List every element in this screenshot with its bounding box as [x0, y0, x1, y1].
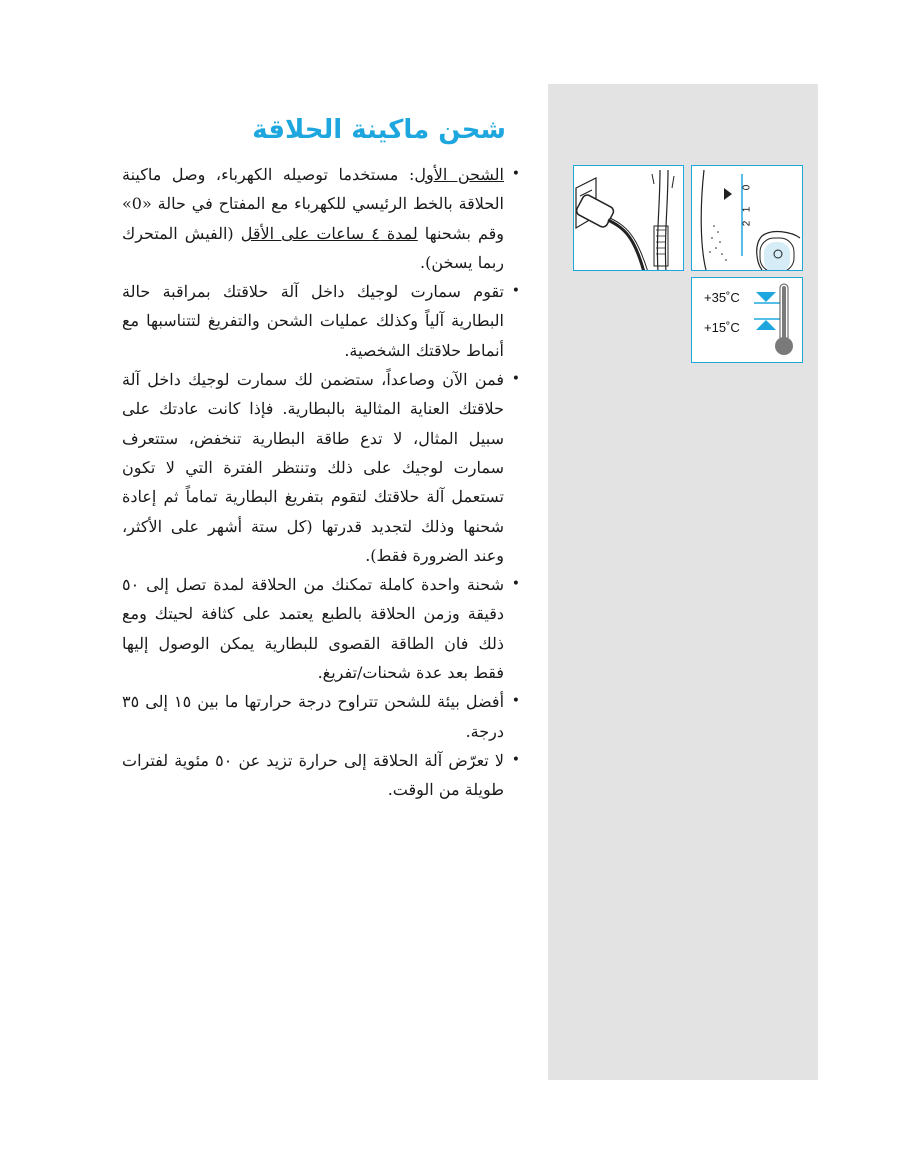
shaver-switch-illustration — [691, 165, 803, 271]
plug-icon — [574, 166, 684, 271]
list-item: • شحنة واحدة كاملة تمكنك من الحلاقة لمدة تصل إلى ٥٠ دقيقة وزمن الحلاقة بالطبع يعتمد على كثافة لحيتك ومع ذلك فان الطاقة القصوى للبطارية يمكن الوصول إليها فقط بعد عدة شحنات/تفريغ. — [122, 570, 520, 687]
switch-mark-0: 0 — [741, 184, 753, 191]
switch-mark-1: 1 — [741, 206, 753, 213]
list-item: • تقوم سمارت لوجيك داخل آلة حلاقتك بمراقبة حالة البطارية آلياً وكذلك عمليات الشحن والتفريغ لتتناسبها مع أنماط حلاقتك الشخصية. — [122, 277, 520, 365]
body-content — [122, 160, 520, 805]
temp-high-label: +35˚C — [704, 290, 740, 305]
thermometer-icon — [692, 278, 803, 363]
list-item: • أفضل بيئة للشحن تتراوح درجة حرارتها ما بين ١٥ إلى ٣٥ درجة. — [122, 687, 520, 746]
list-item — [122, 160, 520, 277]
first-charge-label: الشحن الأول — [414, 165, 505, 184]
first-charge-note: (الفيش المتحرك ربما يسخن). — [122, 223, 504, 272]
page-heading: شحن ماكينة الحلاقة — [252, 115, 506, 145]
first-charge-text: : مستخدما توصيله الكهرباء، وصل ماكينة الحلاقة بالخط الرئيسي للكهرباء مع المفتاح في حالة «0» وقم بشحنها — [122, 165, 505, 243]
list-item: • فمن الآن وصاعداً، ستضمن لك سمارت لوجيك داخل آلة حلاقتك العناية المثالية بالبطارية. فإذا كانت عادتك على سبيل المثال، لا تدع طاقة البطارية تنخفض، ستتعرف سمارت لوجيك على ذلك وتنتظر الفترة التي لا تكون تستعمل آلة حلاقتك لتقوم بتفريغ البطارية تماماً ثم إعادة شحنها وذلك لتجديد قدرتها (كل ستة أشهر على الأكثر، وعند الضرورة فقط). — [122, 365, 520, 570]
plug-illustration — [573, 165, 684, 271]
switch-mark-2: 2 — [741, 220, 753, 227]
charge-duration: لمدة ٤ ساعات على الأقل — [240, 223, 418, 243]
temp-low-label: +15˚C — [704, 320, 740, 335]
temperature-range-illustration — [691, 277, 803, 363]
bullet-list — [122, 160, 520, 805]
list-item: • لا تعرّض آلة الحلاقة إلى حرارة تزيد عن ٥٠ مئوية لفترات طويلة من الوقت. — [122, 746, 520, 805]
